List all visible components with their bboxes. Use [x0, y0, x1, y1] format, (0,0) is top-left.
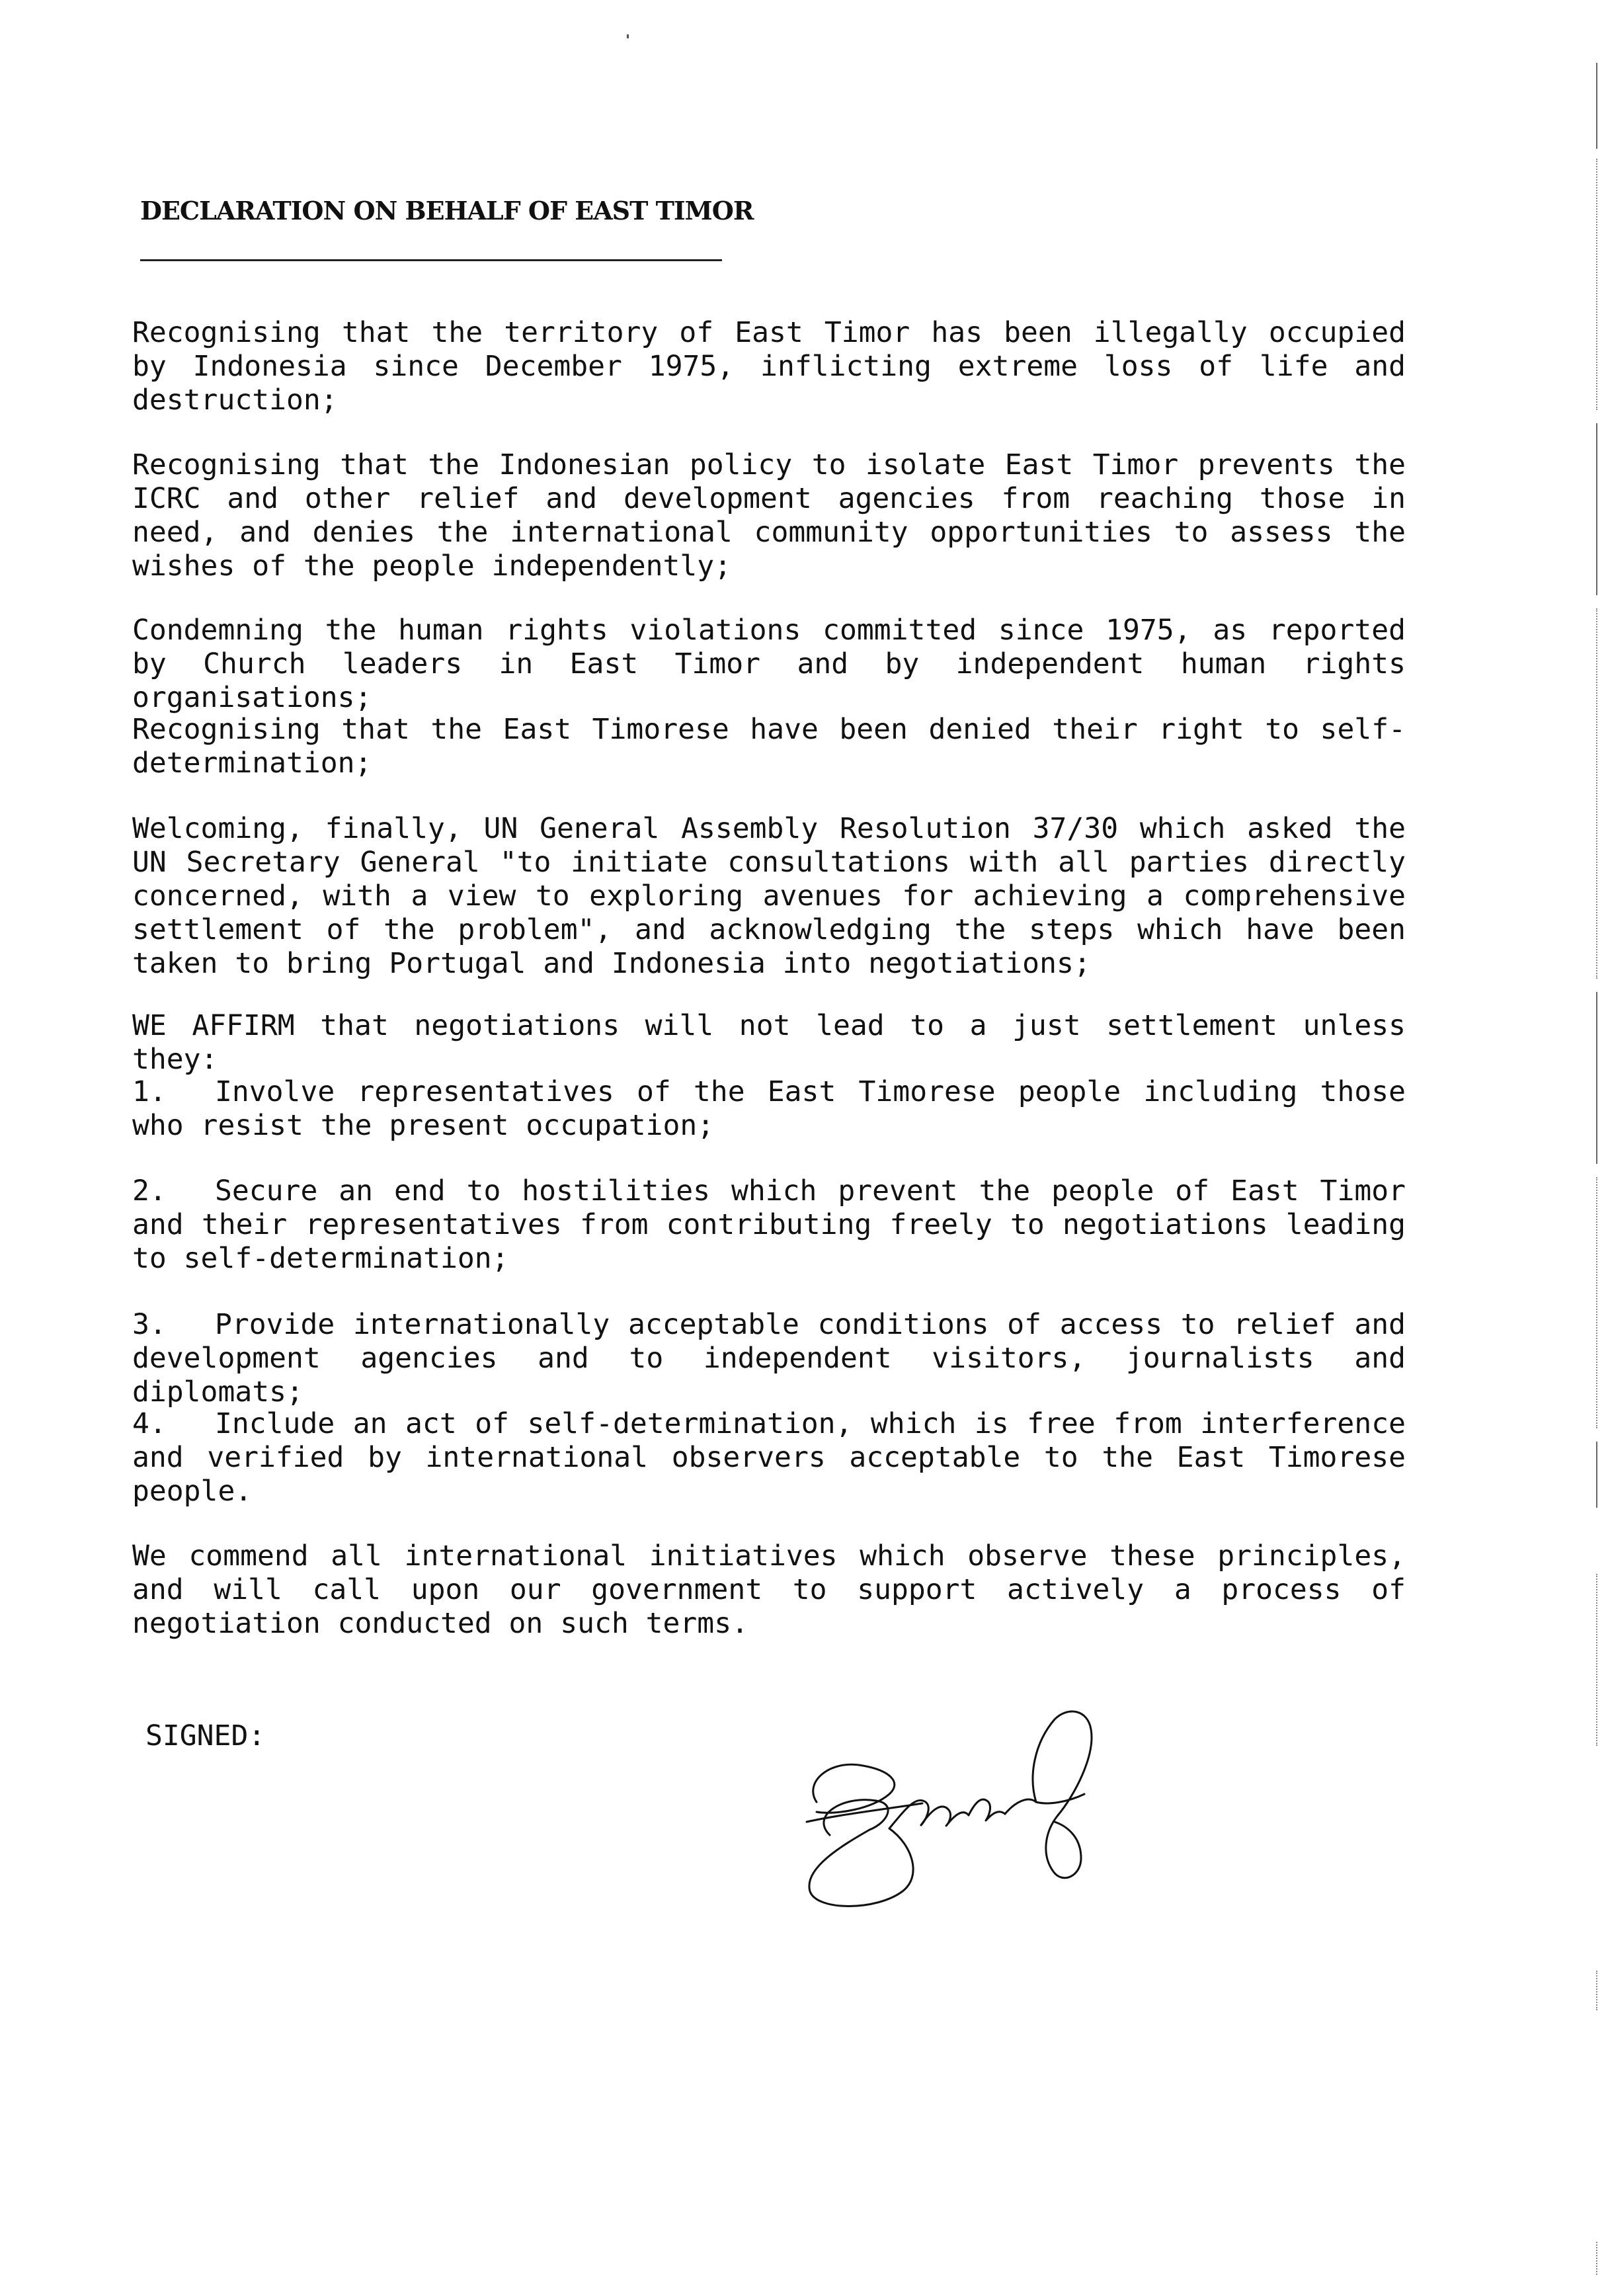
handwritten-signature [790, 1703, 1107, 1914]
closing-paragraph: We commend all international initiatives which observe these principles, and will call upon our government to support actively a process of negotiation conducted on such terms. [132, 1539, 1406, 1640]
scan-edge-line [1596, 2242, 1597, 2275]
recital-un-resolution: Welcoming, finally, UN General Assembly Resolution 37/30 which asked the UN Secretary General "to initiate consultations with all parties directly concerned, with a view to exploring avenues for achieving a comprehensive settlement of the problem", and acknowledging the steps which have been taken to bring Portugal and Indonesia into negotiations; [132, 812, 1406, 980]
condition-number: 3. [132, 1308, 167, 1341]
condition-text: Involve representatives of the East Timorese people including those who resist the present occupation; [132, 1075, 1406, 1142]
scan-edge-line [1596, 423, 1597, 595]
scan-edge-line [1596, 159, 1597, 410]
recital-occupation: Recognising that the territory of East Timor has been illegally occupied by Indonesia since December 1975, inflicting extreme loss of life and destruction; [132, 316, 1406, 417]
recital-isolation-policy: Recognising that the Indonesian policy to isolate East Timor prevents the ICRC and other relief and development agencies from reaching those in need, and denies the international community opportunities to assess the wishes of the people independently; [132, 448, 1406, 583]
condition-number: 1. [132, 1075, 167, 1108]
condition-item [132, 1407, 1406, 1508]
condition-item [132, 1308, 1406, 1409]
affirmation-statement: WE AFFIRM that negotiations will not lead to a just settlement unless they: [132, 1009, 1406, 1076]
condition-item [132, 1075, 1406, 1143]
scan-speck [627, 34, 629, 38]
recital-self-determination: Recognising that the East Timorese have been denied their right to self-determination; [132, 713, 1406, 780]
condition-text: Provide internationally acceptable conditions of access to relief and development agencies and to independent visitors, journalists and diplomats; [132, 1308, 1406, 1409]
scan-edge-line [1596, 1177, 1597, 1428]
condition-text: Secure an end to hostilities which prevent the people of East Timor and their representatives from contributing freely to negotiations leading to self-determination; [132, 1174, 1406, 1275]
title-underline [140, 259, 722, 261]
scan-edge-line [1596, 992, 1597, 1164]
scan-edge-line [1596, 608, 1597, 979]
scan-edge-line [1596, 1574, 1597, 1746]
condition-number: 2. [132, 1174, 167, 1208]
document-title: DECLARATION ON BEHALF OF EAST TIMOR [140, 196, 754, 226]
condition-number: 4. [132, 1407, 167, 1440]
condition-item [132, 1174, 1406, 1276]
scan-edge-line [1596, 63, 1597, 149]
signed-label: SIGNED: [145, 1719, 266, 1752]
scan-edge-line [1596, 1442, 1597, 1508]
recital-human-rights: Condemning the human rights violations committed since 1975, as reported by Church leaders in East Timor and by independent human rights organisations; [132, 614, 1406, 714]
scan-edge-line [1596, 1971, 1597, 2010]
condition-text: Include an act of self-determination, which is free from interference and verified by international observers acceptable to the East Timorese people. [132, 1407, 1406, 1508]
